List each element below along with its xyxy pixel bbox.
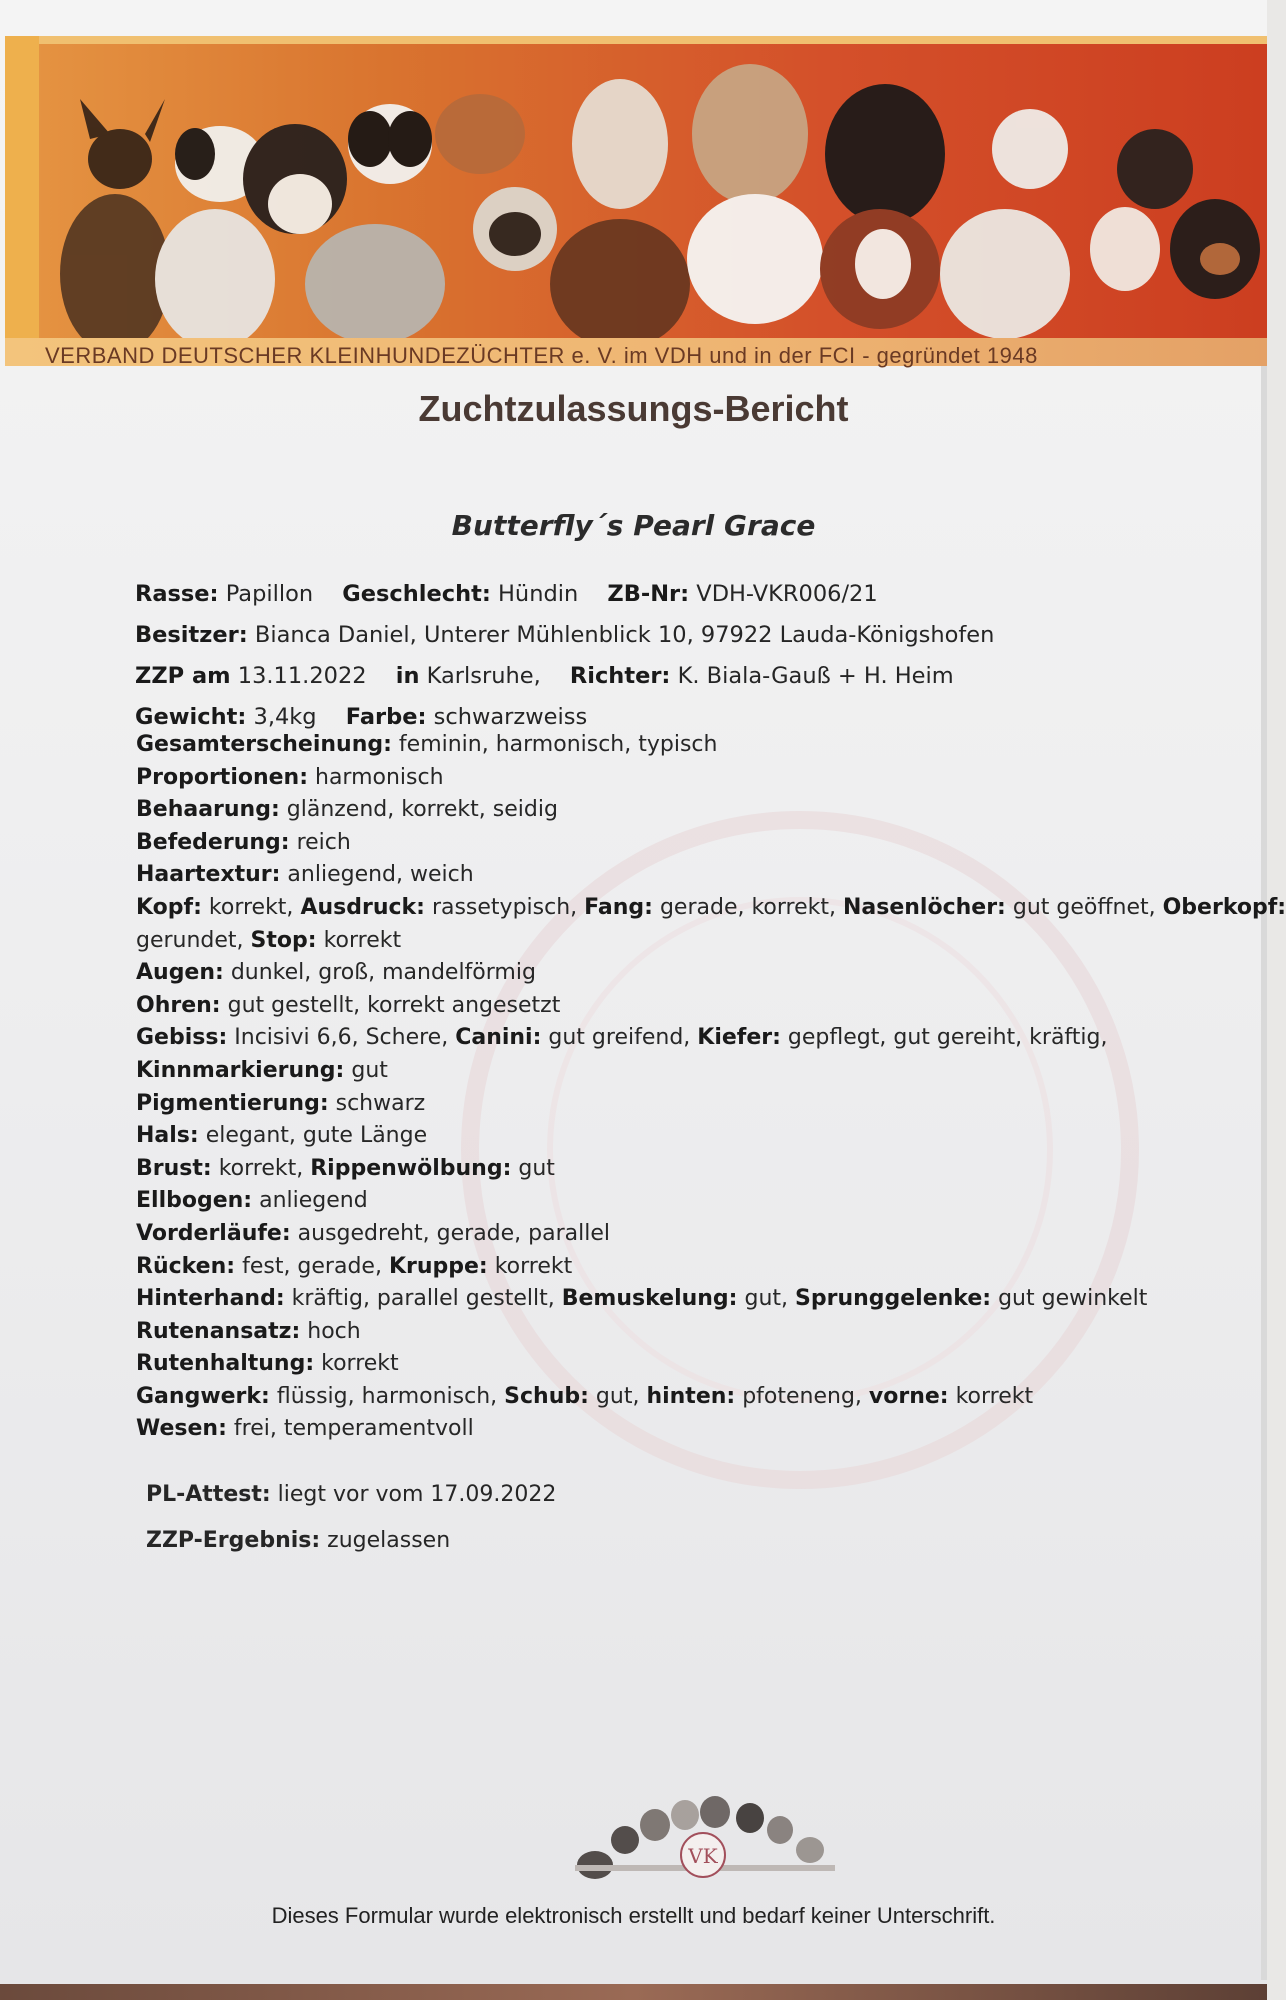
- weight-value: 3,4kg: [253, 704, 317, 730]
- assessment-label: Fang:: [584, 894, 653, 920]
- assessment-value: gut gestellt, korrekt angesetzt: [220, 992, 561, 1018]
- footer-note: Dieses Formular wurde elektronisch erstellt und bedarf keiner Unterschrift.: [271, 1903, 996, 1928]
- exam-location-value: Karlsruhe,: [426, 663, 541, 689]
- vk-logo: [555, 1770, 855, 1890]
- assessment-value: schwarz: [328, 1090, 426, 1116]
- assessment-line: [136, 827, 1236, 860]
- assessment-value: frei, temperamentvoll: [226, 1416, 474, 1442]
- assessment-label: Nasenlöcher:: [842, 894, 1006, 920]
- studbook-value: VDH-VKR006/21: [696, 581, 878, 607]
- judge-label: Richter:: [569, 663, 671, 689]
- assessment-label: Bemuskelung:: [561, 1286, 738, 1312]
- assessment-line: [136, 892, 1286, 925]
- exam-date-value: 13.11.2022: [237, 663, 367, 689]
- assessment-label: Brust:: [136, 1155, 212, 1181]
- assessment-value: gut gewinkelt: [991, 1286, 1148, 1312]
- assessment-value: gut: [511, 1155, 555, 1181]
- assessment-value: korrekt: [948, 1383, 1034, 1409]
- exam-location-label: in: [395, 663, 420, 689]
- assessment-line: [136, 762, 1236, 795]
- color-label: Farbe:: [345, 704, 427, 730]
- assessment-line: [136, 1218, 1236, 1251]
- assessment-label: Rippenwölbung:: [310, 1155, 512, 1181]
- assessment-label: Schub:: [504, 1383, 589, 1409]
- pl-attest-label: PL-Attest:: [146, 1482, 271, 1507]
- assessment-label: Rücken:: [136, 1253, 236, 1279]
- assessment-line: [136, 1120, 1236, 1153]
- pl-attest-value: liegt vor vom 17.09.2022: [277, 1482, 557, 1507]
- assessment-value: flüssig, harmonisch,: [269, 1383, 505, 1409]
- assessment-line: [136, 1283, 1236, 1316]
- assessment-value: hoch: [300, 1318, 361, 1344]
- assessment-line: [136, 794, 1236, 827]
- assessment-line: [136, 1022, 1236, 1055]
- assessment-line: [136, 925, 1236, 958]
- assessment-label: Haartextur:: [136, 862, 281, 888]
- assessment-label: Canini:: [455, 1025, 542, 1051]
- assessment-label: Hals:: [136, 1123, 199, 1149]
- info-line-exam: [135, 656, 1235, 697]
- assessment-label: Ellbogen:: [136, 1188, 253, 1214]
- assessment-line: [136, 1381, 1236, 1414]
- bottom-edge: [0, 1984, 1267, 2000]
- owner-label: Besitzer:: [135, 622, 248, 648]
- assessment-label: Befederung:: [136, 829, 290, 855]
- assessment-label: Kruppe:: [388, 1253, 488, 1279]
- assessment-line: [136, 1413, 1236, 1446]
- assessment-value: harmonisch: [308, 764, 444, 790]
- assessment-label: vorne:: [868, 1383, 949, 1409]
- assessment-line: [136, 1185, 1236, 1218]
- assessment-label: Ohren:: [136, 992, 221, 1018]
- dog-info-block: [135, 574, 1235, 738]
- assessment-value: fest, gerade,: [235, 1253, 389, 1279]
- assessment-value: gut geöffnet,: [1005, 894, 1163, 920]
- assessment-label: Wesen:: [136, 1416, 227, 1442]
- sex-value: Hündin: [498, 581, 579, 607]
- assessment-line: [136, 1348, 1236, 1381]
- vk-logo-letters: VK: [688, 1844, 718, 1868]
- color-value: schwarzweiss: [433, 704, 588, 730]
- report-title: Zuchtzulassungs-Bericht: [418, 388, 849, 429]
- assessment-line: [136, 1055, 1236, 1088]
- assessment-value: korrekt,: [211, 1155, 311, 1181]
- assessment-value: gut: [344, 1057, 388, 1083]
- assessment-line: [136, 990, 1236, 1023]
- zzp-result-value: zugelassen: [327, 1528, 451, 1553]
- dogs-collage-image: [45, 44, 1265, 340]
- assessment-line: [136, 1251, 1236, 1284]
- sex-label: Geschlecht:: [342, 581, 491, 607]
- assessment-value: Incisivi 6,6, Schere,: [227, 1025, 456, 1051]
- assessment-label: Vorderläufe:: [136, 1220, 291, 1246]
- zzp-result-label: ZZP-Ergebnis:: [146, 1528, 321, 1553]
- results-block: [146, 1472, 1146, 1564]
- assessment-value: gepflegt, gut gereiht, kräftig,: [780, 1025, 1108, 1051]
- breed-value: Papillon: [225, 581, 314, 607]
- assessment-value: anliegend, weich: [280, 862, 474, 888]
- assessment-label: Gangwerk:: [136, 1383, 270, 1409]
- zzp-result-line: [146, 1518, 1146, 1564]
- assessment-line: [136, 729, 1236, 762]
- banner-top-stripe: [5, 36, 1267, 44]
- assessment-label: Stop:: [250, 927, 317, 953]
- assessment-value: pfoteneng,: [735, 1383, 869, 1409]
- assessment-value: dunkel, groß, mandelförmig: [223, 960, 536, 986]
- info-line-owner: [135, 615, 1235, 656]
- assessment-label: Kinnmarkierung:: [136, 1057, 345, 1083]
- info-line-breed: [135, 574, 1235, 615]
- assessment-value: gut,: [737, 1286, 795, 1312]
- assessment-line: [136, 1316, 1236, 1349]
- assessment-value: korrekt: [314, 1351, 399, 1377]
- weight-label: Gewicht:: [135, 704, 247, 730]
- assessment-label: Behaarung:: [136, 797, 280, 823]
- assessment-label: Pigmentierung:: [136, 1090, 329, 1116]
- assessment-value: anliegend: [252, 1188, 368, 1214]
- assessment-value: feminin, harmonisch, typisch: [391, 732, 718, 757]
- assessment-line: [136, 1153, 1236, 1186]
- assessment-value: kräftig, parallel gestellt,: [284, 1286, 562, 1312]
- owner-value: Bianca Daniel, Unterer Mühlenblick 10, 97922 Lauda-Königshofen: [254, 622, 995, 648]
- paper-edge: [1261, 330, 1267, 1980]
- assessment-value: elegant, gute Länge: [198, 1123, 428, 1149]
- assessment-value: korrekt: [316, 927, 402, 953]
- assessment-label: Proportionen:: [136, 764, 309, 790]
- assessment-value: gut,: [588, 1383, 647, 1409]
- assessment-label: Rutenhaltung:: [136, 1351, 315, 1377]
- assessment-value: glänzend, korrekt, seidig: [279, 797, 558, 823]
- assessment-value: gerade, korrekt,: [652, 894, 843, 920]
- assessment-label: Augen:: [136, 960, 224, 986]
- assessment-label: Gesamterscheinung:: [136, 732, 392, 757]
- assessment-value: korrekt: [487, 1253, 573, 1279]
- assessment-label: Hinterhand:: [136, 1286, 285, 1312]
- breed-label: Rasse:: [135, 581, 219, 607]
- header-banner: [5, 36, 1267, 366]
- assessment-value: reich: [289, 829, 351, 855]
- dog-name: Butterfly´s Pearl Grace: [451, 509, 816, 542]
- assessment-label: Oberkopf:: [1162, 894, 1286, 920]
- banner-left-stripe: [5, 36, 39, 366]
- assessment-label: Sprunggelenke:: [795, 1286, 992, 1312]
- association-name: VERBAND DEUTSCHER KLEINHUNDEZÜCHTER e. V. im VDH und in der FCI - gegründet 1948: [45, 343, 1038, 368]
- assessment-value: ausgedreht, gerade, parallel: [290, 1220, 611, 1246]
- assessment-list: [136, 729, 1286, 1446]
- assessment-label: Rutenansatz:: [136, 1318, 301, 1344]
- assessment-label: Gebiss:: [136, 1025, 228, 1051]
- assessment-value: korrekt,: [201, 894, 301, 920]
- studbook-label: ZB-Nr:: [607, 581, 690, 607]
- assessment-line: [136, 957, 1236, 990]
- pl-attest-line: [146, 1472, 1146, 1518]
- assessment-value: gerundet,: [136, 927, 251, 953]
- assessment-label: Kopf:: [136, 894, 202, 920]
- assessment-label: hinten:: [646, 1383, 736, 1409]
- assessment-value: gut greifend,: [541, 1025, 698, 1051]
- exam-date-label: ZZP am: [135, 663, 231, 689]
- assessment-line: [136, 859, 1236, 892]
- assessment-value: rassetypisch,: [424, 894, 585, 920]
- assessment-line: [136, 1088, 1236, 1121]
- judge-value: K. Biala-Gauß + H. Heim: [677, 663, 954, 689]
- assessment-label: Kiefer:: [697, 1025, 781, 1051]
- assessment-label: Ausdruck:: [300, 894, 425, 920]
